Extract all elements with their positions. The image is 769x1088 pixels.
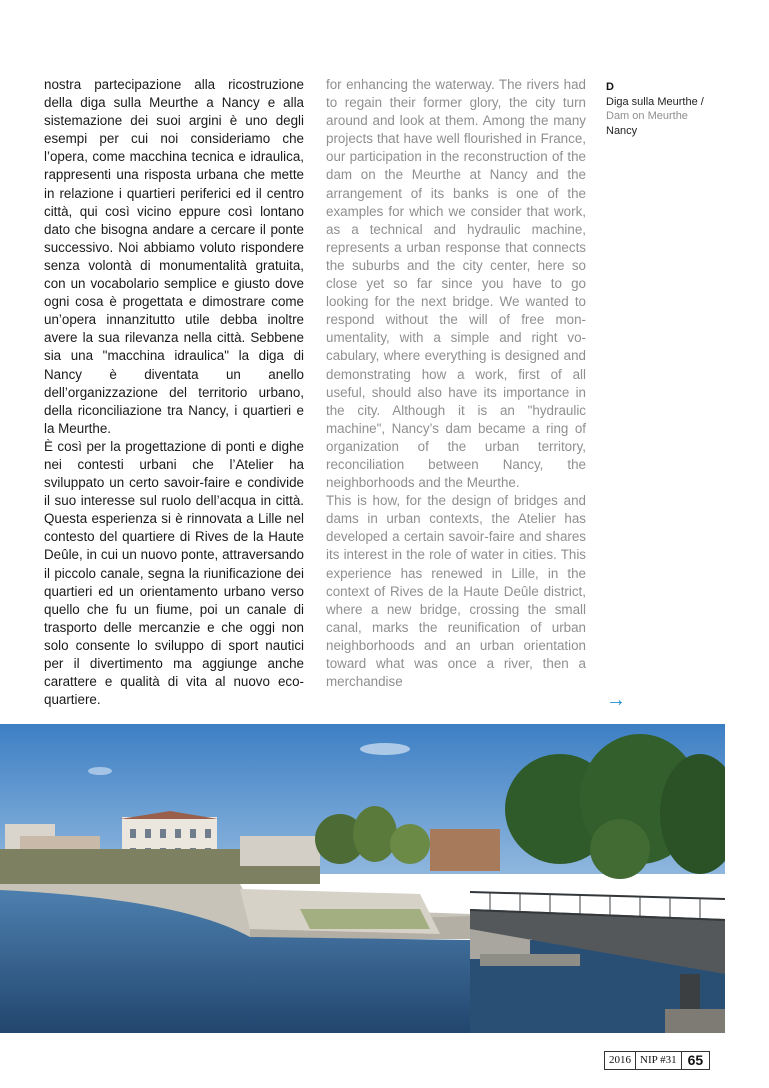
caption-title-italian: Diga sulla Meurthe /	[606, 95, 704, 108]
page-number: 65	[681, 1051, 711, 1070]
italian-paragraph-1: nostra partecipazione alla ricostruzione della diga sulla Meurthe a Nancy e alla sistemazione dei suoi argini è uno degli esempi per cui noi consideriamo che l’opera, come macchina tecnica e idraulica, rappresenti una risposta urbana che mette in relazione i quartieri periferici ed il centro città, qui così vicino eppure così lontano dato che bisogna andare a cercare il ponte successivo. Noi abbiamo voluto rispondere senza volontà di monumentalità gratuita, con un vocabolario semplice e giusto dove ogni cosa è progettata e dimostrare come un’opera innanzitutto utile debba inoltre avere la sua rilevanza nella città. Sebbene sia una "macchina idraulica" la diga di Nancy è diventata un anello dell’organizzazione del territorio urbano, della riconciliazione tra Nancy, i quartieri e la Meurthe.	[44, 77, 304, 436]
english-paragraph-2: This is how, for the design of bridges and dams in urban contexts, the Atelier has developed a certain savoir-faire and shares its interest in the role of water in cities. This experience has renewed in Lille, in the context of Rives de la Haute Deûle district, where a new bridge, crossing the small canal, marks the reunification of urban neighborhoods and an urban orientation toward what was once a river, then a merchandise	[326, 493, 586, 690]
caption-place: Nancy	[606, 124, 638, 137]
photo-caption	[606, 80, 736, 138]
english-paragraph-1: for enhancing the waterway. The rivers had to regain their former glory, the city turn around and look at them. Among the many projects that have well flourished in France, our participation in the reconstruction of the dam on the Meurthe at Nancy and the arrangement of its banks is one of the examples for which we consider that work, as a technical and hydraulic machine, represents a urban response that connects the suburbs and the city center, here so close yet so far since you have to go looking for the next bridge. We wanted to respond without the will of free monumentality, with a simple and right vocabulary, where everything is designed and demonstrating how a work, first of all useful, should also have its importance in the city. Although it is an "hydraulic machine", Nancy’s dam became a ring of organization of the urban territory, reconciliation between Nancy, the neighborhoods and the Meurthe.	[326, 77, 586, 491]
page-footer	[604, 1051, 710, 1070]
continue-arrow-icon: →	[606, 689, 626, 711]
footer-issue: NIP #31	[635, 1051, 681, 1070]
footer-year: 2016	[604, 1051, 635, 1070]
caption-title-english: Dam on Meurthe	[606, 110, 688, 122]
caption-letter: D	[606, 81, 614, 93]
english-text-column	[326, 76, 586, 712]
italian-paragraph-2: È così per la progettazione di ponti e dighe nei contesti urbani che l’Atelier ha sviluppato un certo savoir-faire e condivide il suo interesse sul ruolo dell’acqua in città. Questa esperienza si è rinnovata a Lille nel contesto del quartiere di Rives de la Haute Deûle, in cui un nuovo ponte, attraversando il piccolo canale, segna la riunificazione dei quartieri ed un orientamento urbano verso quello che fu un fiume, poi un canale di trasporto delle mercanzie e che oggi non solo consente lo sviluppo di sport nautici per il divertimento ma aggiunge anche carattere e qualità di vita al nuovo eco-quartiere.	[44, 438, 304, 708]
italian-text-column	[44, 76, 304, 709]
dam-photo	[0, 724, 725, 1033]
